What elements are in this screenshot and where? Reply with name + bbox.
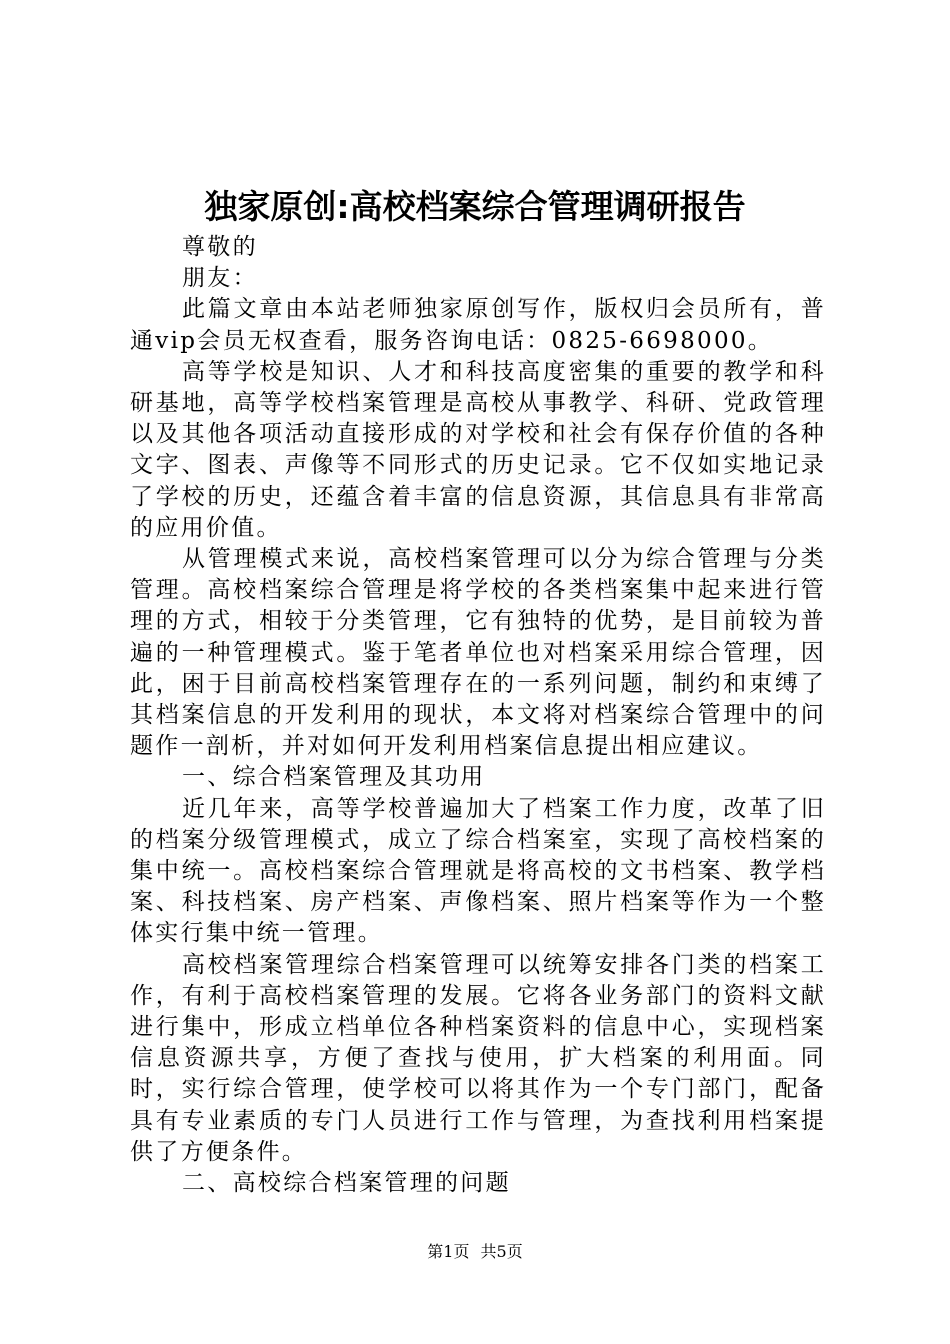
salutation-line-2: 朋友：	[182, 265, 258, 292]
document-body	[130, 232, 826, 1199]
page-footer	[0, 1241, 950, 1263]
section-heading: 二、高校综合档案管理的问题	[182, 1170, 511, 1197]
document-title: 独家原创:高校档案综合管理调研报告	[204, 187, 746, 226]
page-number: 第1页	[427, 1242, 470, 1261]
body-paragraph: 从管理模式来说，高校档案管理可以分为综合管理与分类管理。高校档案综合管理是将学校的各类档案集中起来进行管理的方式，相较于分类管理，它有独特的优势，是目前较为普遍的一种管理模式。鉴于笔者单位也对档案采用综合管理，因此，困于目前高校档案管理存在的一系列问题，制约和束缚了其档案信息的开发利用的现状，本文将对档案综合管理中的问题作一剖析，并对如何开发利用档案信息提出相应建议。	[130, 546, 826, 760]
salutation-line-1: 尊敬的	[182, 234, 258, 260]
body-paragraph: 高等学校是知识、人才和科技高度密集的重要的教学和科研基地，高等学校档案管理是高校从事教学、科研、党政管理以及其他各项活动直接形成的对学校和社会有保存价值的各种文字、图表、声像等不同形式的历史记录。它不仅如实地记录了学校的历史，还蕴含着丰富的信息资源，其信息具有非常高的应用价值。	[130, 358, 826, 541]
section-heading: 一、综合档案管理及其功用	[182, 764, 486, 791]
body-paragraph: 近几年来，高等学校普遍加大了档案工作力度，改革了旧的档案分级管理模式，成立了综合档案室，实现了高校档案的集中统一。高校档案综合管理就是将高校的文书档案、教学档案、科技档案、房产档案、声像档案、照片档案等作为一个整体实行集中统一管理。	[130, 795, 826, 947]
page-total: 共5页	[480, 1242, 523, 1261]
copyright-notice: 此篇文章由本站老师独家原创写作，版权归会员所有，普通vip会员无权查看，服务咨询电话：0825-6698000。	[130, 296, 826, 354]
body-paragraph: 高校档案管理综合档案管理可以统筹安排各门类的档案工作，有利于高校档案管理的发展。它将各业务部门的资料文献进行集中，形成立档单位各种档案资料的信息中心，实现档案信息资源共享，方便了查找与使用，扩大档案的利用面。同时，实行综合管理，使学校可以将其作为一个专门部门，配备具有专业素质的专门人员进行工作与管理，为查找利用档案提供了方便条件。	[130, 951, 826, 1165]
